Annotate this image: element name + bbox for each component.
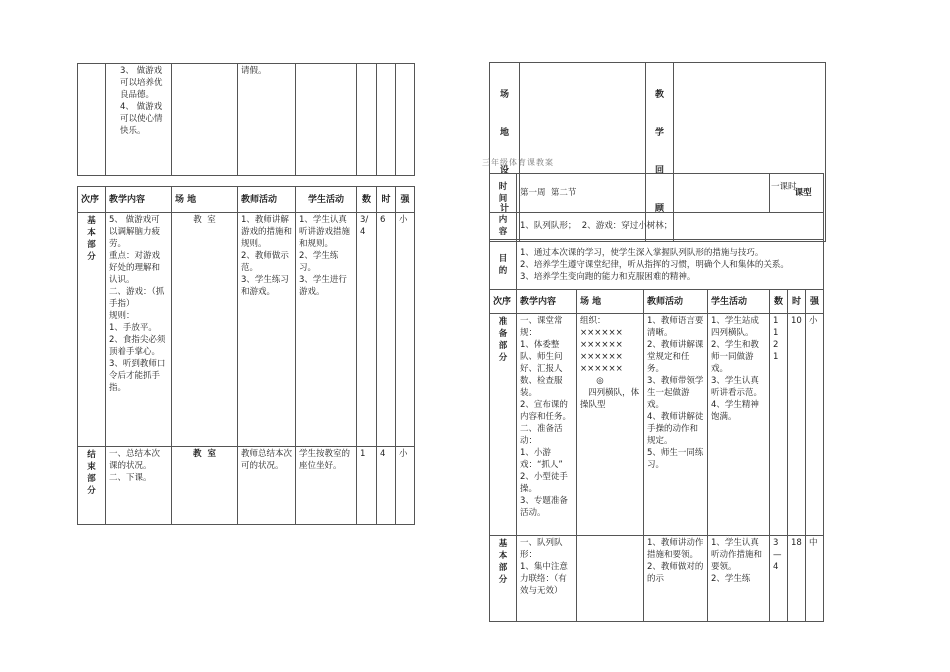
right-header-row: [490, 290, 824, 314]
content-label: [490, 213, 517, 240]
time-cell: 4: [377, 447, 396, 525]
stage-char: 本: [87, 228, 96, 238]
left-top-teacher-cell: 请假。: [238, 64, 296, 176]
content-cell: 一、总结本次课的状况。 二、下课。: [106, 447, 172, 525]
stage-char: 本: [498, 551, 508, 561]
header-content: 教学内容: [517, 290, 577, 314]
stage-char: 备: [498, 329, 508, 339]
intensity-cell: 小: [396, 213, 415, 447]
header-time: 时: [377, 187, 396, 213]
header-content: 教学内容: [106, 187, 172, 213]
time-cell: 18: [788, 536, 806, 622]
header-venue: 场 地: [577, 290, 644, 314]
content-row: [490, 213, 824, 240]
right-lesson-table: [489, 173, 824, 622]
label-char: 学: [654, 128, 664, 138]
stage-label: [490, 314, 517, 536]
count-cell: 3/4: [357, 213, 377, 447]
right-lesson-table-wrap: [489, 173, 824, 622]
stage-char: 基: [498, 539, 508, 549]
time-cell: 10: [788, 314, 806, 536]
header-order: 次序: [490, 290, 517, 314]
venue-cell: 教 室: [172, 447, 238, 525]
teacher-cell: 1、教师语言要清晰。 2、教师讲解课堂规定和任务。 3、教师带领学生一起做游戏。 4、教师讲解徒手操的动作和规定。 5、师生一同练习。: [644, 314, 708, 536]
stage-char: 束: [87, 462, 96, 472]
table-row: [78, 447, 415, 525]
left-top-intensity-cell: [396, 64, 415, 176]
stage-char: 部: [87, 474, 96, 484]
student-cell: 1、学生认真听动作措施和要领。 2、学生练: [708, 536, 770, 622]
left-header-row: [78, 187, 415, 213]
label-char: 时: [498, 182, 508, 192]
header-count: 数: [770, 290, 788, 314]
left-top-time-cell: [377, 64, 396, 176]
goal-row: [490, 240, 824, 290]
label-char: 内: [498, 215, 508, 225]
stage-label: [78, 213, 106, 447]
student-cell: 学生按教室的座位坐好。: [296, 447, 357, 525]
header-time: 时: [788, 290, 806, 314]
teacher-cell: 教师总结本次可的状况。: [238, 447, 296, 525]
left-top-table-wrap: [77, 63, 415, 176]
lesson-caption: 三年级体育课教案: [482, 158, 554, 167]
header-student: 学生活动: [296, 187, 357, 213]
label-char: 回: [654, 166, 664, 176]
label-char: 顾: [654, 204, 664, 214]
left-main-table: [77, 186, 415, 525]
header-venue: 场 地: [172, 187, 238, 213]
header-teacher: 教师活动: [238, 187, 296, 213]
stage-char: 部: [87, 240, 96, 250]
intensity-cell: 中: [806, 536, 824, 622]
stage-char: 准: [498, 317, 508, 327]
header-teacher: 教师活动: [644, 290, 708, 314]
content-value: 1、队列队形； 2、游戏：穿过小树林；: [517, 213, 824, 240]
label-char: 的: [498, 265, 508, 276]
left-top-table: [77, 63, 415, 176]
stage-char: 分: [87, 252, 96, 262]
venue-cell: 教 室: [172, 213, 238, 447]
label-char: 容: [498, 227, 508, 237]
count-cell: 1 1 2 1: [770, 314, 788, 536]
stage-char: 分: [498, 575, 508, 585]
left-top-stage-cell: [78, 64, 106, 176]
intensity-cell: 小: [806, 314, 824, 536]
time-value: 第一周 第二节: [517, 174, 770, 213]
stage-char: 结: [87, 450, 96, 460]
table-row: [78, 213, 415, 447]
left-top-venue-cell: [172, 64, 238, 176]
table-row: [490, 536, 824, 622]
header-order: 次序: [78, 187, 106, 213]
student-cell: 1、学生站成四列横队。 2、学生和教师一同做游戏。 3、学生认真听讲看示范。 4、学生精神饱满。: [708, 314, 770, 536]
stage-char: 基: [87, 216, 96, 226]
label-char: 目: [498, 253, 508, 264]
header-intensity: 强: [396, 187, 415, 213]
intensity-cell: 小: [396, 447, 415, 525]
stage-char: 部: [498, 341, 508, 351]
lesson-type-label: 课型: [794, 188, 812, 198]
goal-value: 1、通过本次课的学习，使学生深入掌握队列队形的措施与技巧。 2、培养学生遵守课堂纪律，听从指挥的习惯，明确个人和集体的关系。 3、培养学生变向跑的能力和克服困难的精神。: [517, 240, 824, 290]
stage-char: 分: [87, 486, 96, 496]
count-cell: 3 — 4: [770, 536, 788, 622]
header-student: 学生活动: [708, 290, 770, 314]
header-count: 数: [357, 187, 377, 213]
lesson-type-value: 一课时: [771, 182, 797, 192]
content-cell: 一、课堂常规： 1、体委整队、师生问好、汇报人数、检查服装。 2、宣布课的内容和任务。 二、准备活动： 1、小游戏：“抓人” 2、小型徒手操。 3、专题准备活动。: [517, 314, 577, 536]
time-label: [490, 174, 517, 213]
count-cell: 1: [357, 447, 377, 525]
venue-cell: [577, 536, 644, 622]
label-char: 计: [499, 204, 509, 214]
table-row: [490, 314, 824, 536]
stage-char: 分: [498, 353, 508, 363]
label-char: 场: [499, 90, 509, 100]
goal-label: [490, 240, 517, 290]
stage-label: [490, 536, 517, 622]
teacher-cell: 1、教师讲解游戏的措施和规则。 2、教师做示范。 3、学生练习和游戏。: [238, 213, 296, 447]
content-cell: 一、队列队形： 1、集中注意力联络：（有效与无效）: [517, 536, 577, 622]
teacher-cell: 1、教师讲动作措施和要领。 2、教师做对的的示: [644, 536, 708, 622]
label-char: 地: [499, 128, 509, 138]
header-intensity: 强: [806, 290, 824, 314]
left-top-content-cell: 3、 做游戏可以培养优良品德。 4、 做游戏可以使心情快乐。: [106, 64, 172, 176]
left-main-table-wrap: [77, 186, 415, 525]
student-cell: 1、学生认真听讲游戏措施和规则。 2、学生练习。 3、学生进行游戏。: [296, 213, 357, 447]
label-char: 教: [654, 90, 664, 100]
stage-char: 部: [498, 563, 508, 573]
venue-cell: 组织： ×××××× ×××××× ×××××× ×××××× ◎ 四列横队，体操队型: [577, 314, 644, 536]
label-char: 设: [499, 166, 509, 176]
stage-label: [78, 447, 106, 525]
time-cell: 6: [377, 213, 396, 447]
content-cell: 5、 做游戏可以调解脑力疲劳。 重点：对游戏好处的理解和认识。 二、游戏：（抓手指） 规则： 1、手放平。 2、食指尖必须顶着手掌心。 3、听到教师口令后才能抓手指。: [106, 213, 172, 447]
left-top-count-cell: [357, 64, 377, 176]
label-char: 间: [498, 194, 508, 204]
left-top-student-cell: [296, 64, 357, 176]
